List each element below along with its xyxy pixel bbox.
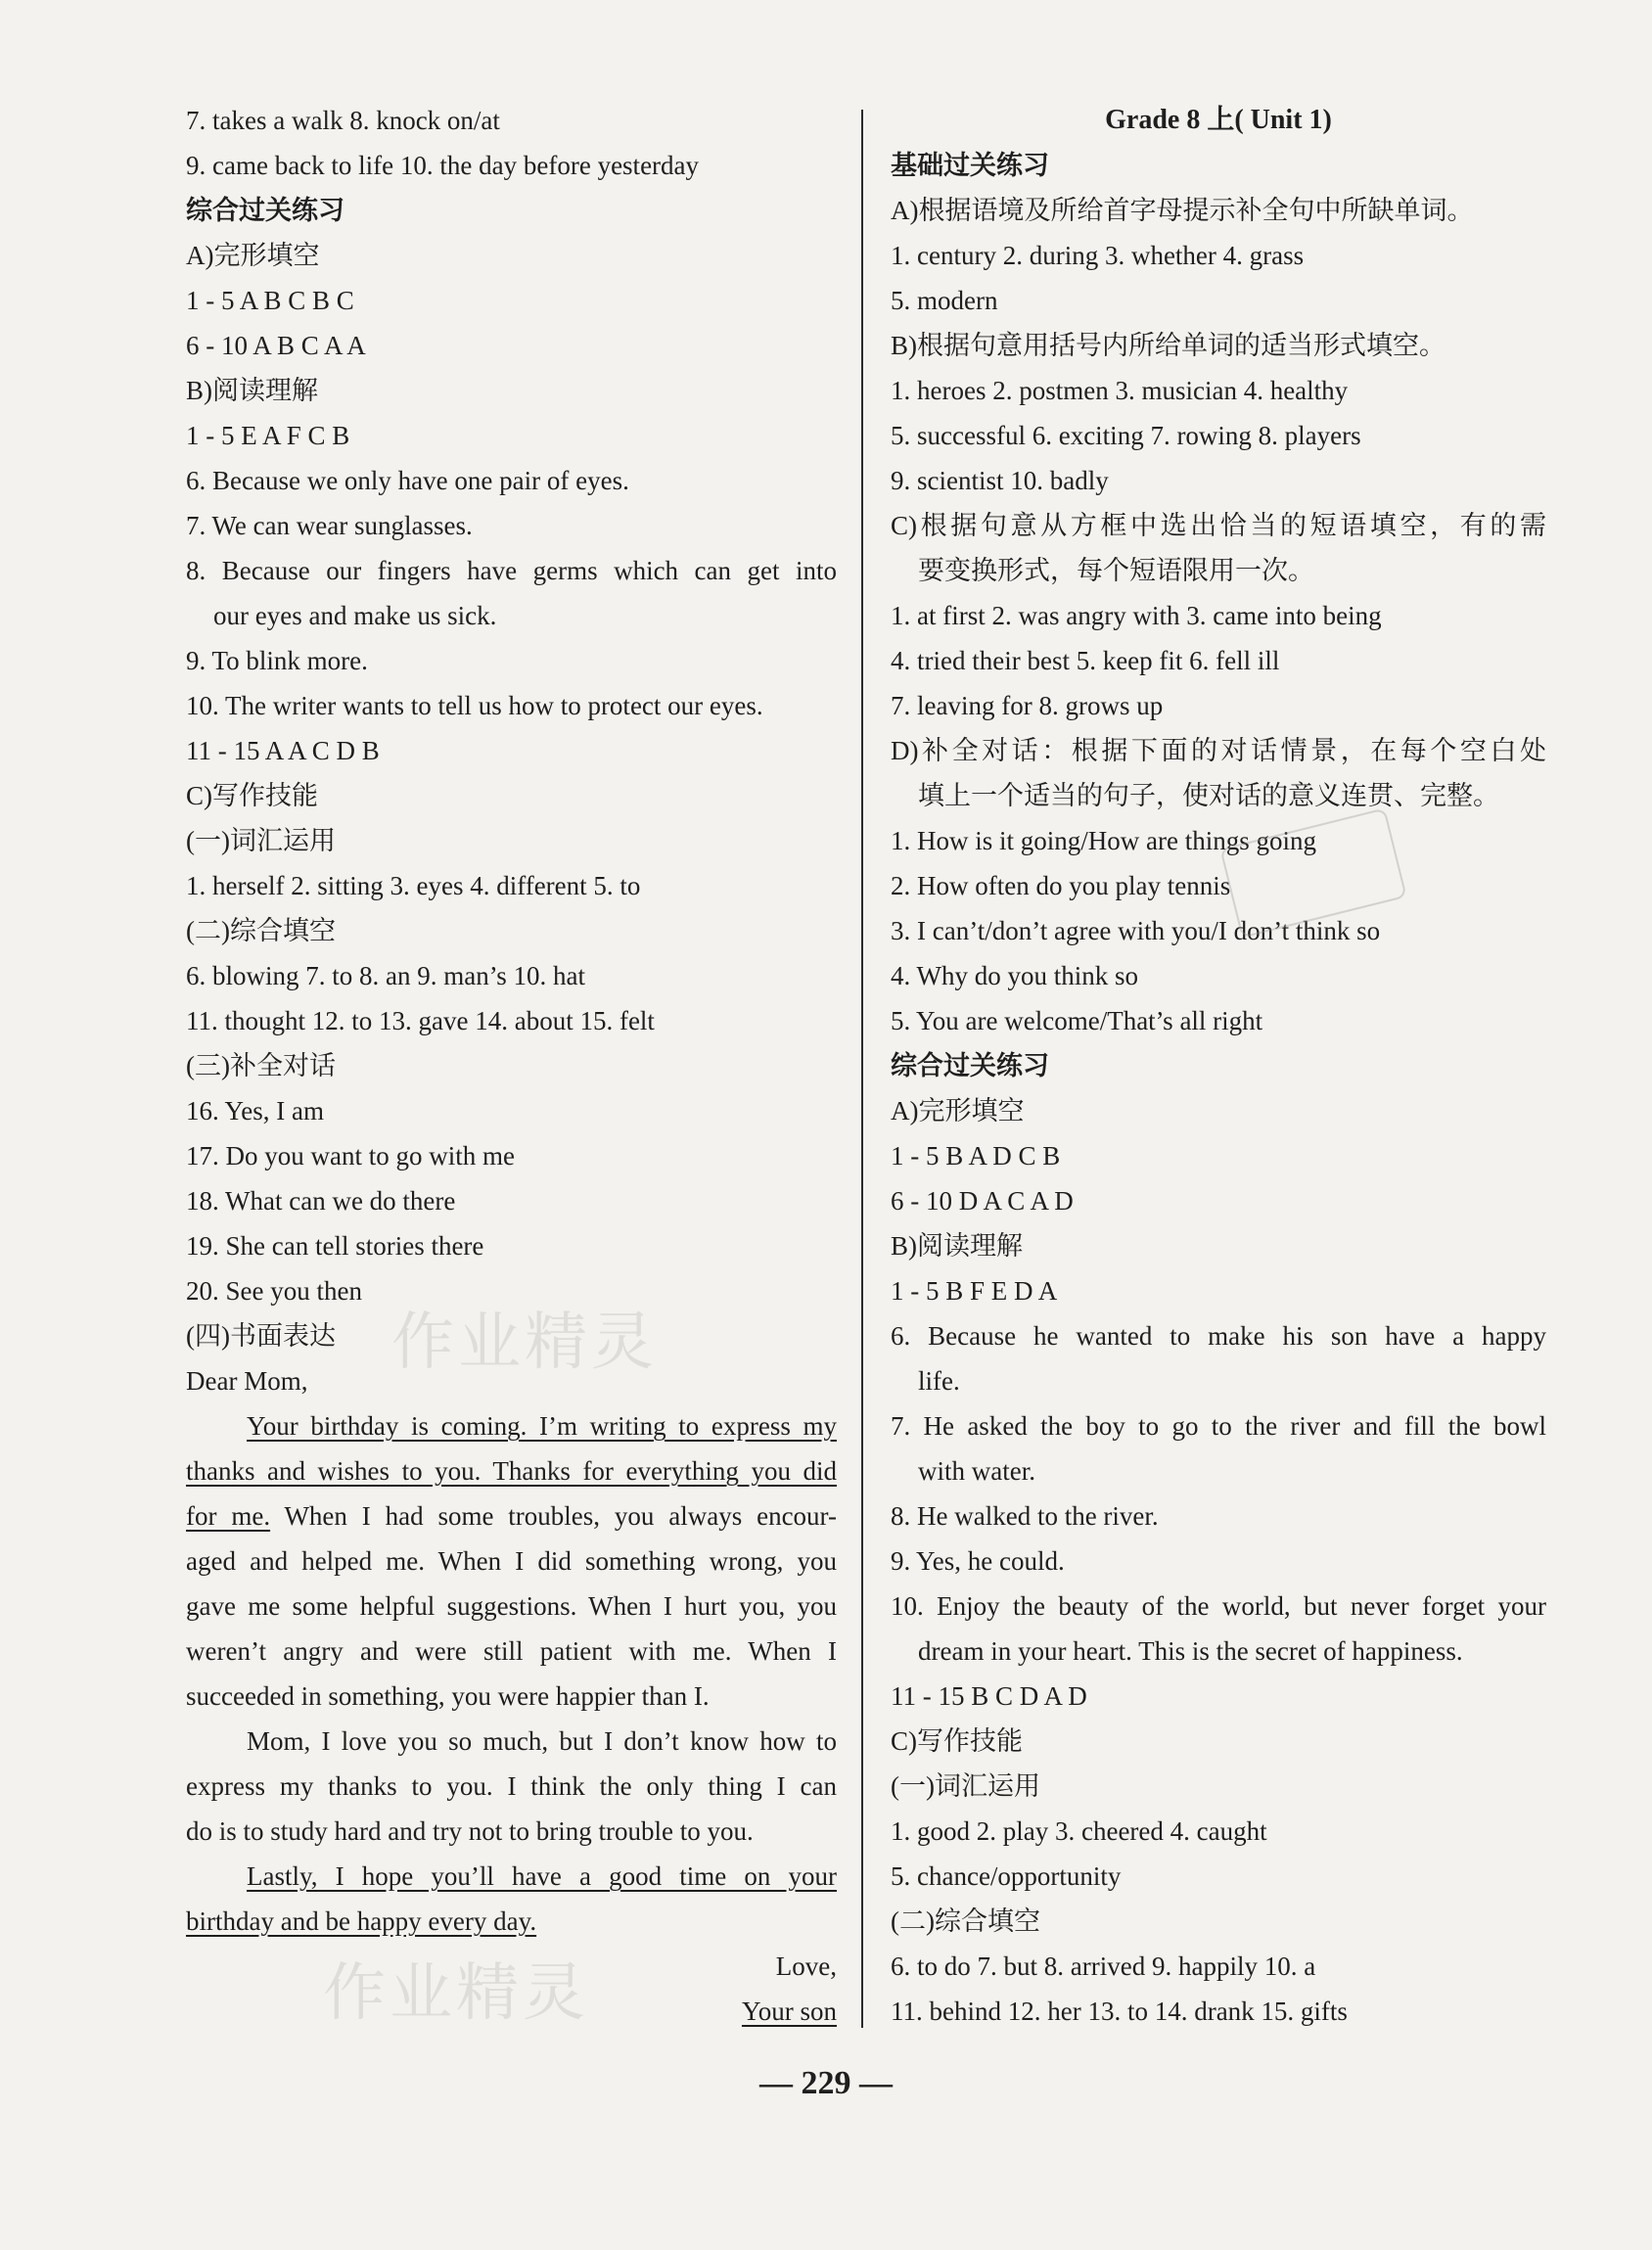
letter-p1-line-2 (186, 1448, 837, 1493)
right-column (891, 98, 1546, 2034)
right-line-35: 11 - 15 B C D A D (891, 1681, 1087, 1711)
right-answer-lines (891, 143, 1546, 2034)
line-text: express my thanks to you. I think the only thing I can (186, 1771, 837, 1801)
right-line-4: 5. modern (891, 286, 998, 315)
right-line-18: 3. I can’t/don’t agree with you/I don’t think so (891, 916, 1381, 945)
right-line-8: 9. scientist 10. badly (891, 466, 1109, 495)
right-line-23: 1 - 5 B A D C B (891, 1141, 1061, 1171)
unit-title: Grade 8 上( Unit 1) (1105, 105, 1332, 135)
right-line-37: (一)词汇运用 (891, 1771, 1040, 1801)
left-line-27: 20. See you then (186, 1276, 362, 1306)
right-line-39: 5. chance/opportunity (891, 1861, 1122, 1891)
right-line-12: 4. tried their best 5. keep fit 6. fell ill (891, 646, 1280, 675)
right-line-27: 6. Because he wanted to make his son have a happy (891, 1321, 1546, 1351)
underlined-text: Lastly, I hope you’ll have a good time on your (247, 1861, 837, 1891)
letter-paragraph-1 (186, 1403, 837, 1719)
page-number: — 229 — (759, 2065, 893, 2101)
right-line-36: C)写作技能 (891, 1726, 1023, 1756)
right-line-15: 填上一个适当的句子，使对话的意义连贯、完整。 (918, 781, 1499, 810)
line-text: succeeded in something, you were happier than I. (186, 1681, 710, 1711)
right-line-28: life. (918, 1366, 960, 1396)
letter-p2-line-1 (186, 1719, 837, 1764)
left-line-15: 11 - 15 A A C D B (186, 736, 380, 765)
left-line-21: 11. thought 12. to 13. gave 14. about 15. felt (186, 1006, 655, 1035)
left-line-12: our eyes and make us sick. (213, 601, 497, 630)
left-line-8: 1 - 5 E A F C B (186, 421, 350, 450)
right-line-7: 5. successful 6. exciting 7. rowing 8. players (891, 421, 1361, 450)
left-line-6: 6 - 10 A B C A A (186, 331, 366, 360)
letter-p3-line-2 (186, 1899, 837, 1944)
letter-paragraph-3 (186, 1854, 837, 1944)
watermark-bottom: 作业精灵 (323, 1957, 589, 2030)
letter-p1-line-4 (186, 1538, 837, 1584)
left-line-10: 7. We can wear sunglasses. (186, 511, 473, 540)
right-line-22: A)完形填空 (891, 1096, 1025, 1125)
underlined-text: birthday and be happy every day. (186, 1906, 537, 1936)
right-line-38: 1. good 2. play 3. cheered 4. caught (891, 1816, 1267, 1846)
left-line-11: 8. Because our fingers have germs which can get into (186, 556, 837, 585)
left-column (186, 98, 837, 2034)
right-line-33: 10. Enjoy the beauty of the world, but never forget your (891, 1591, 1546, 1621)
right-line-5: B)根据句意用括号内所给单词的适当形式填空。 (891, 331, 1446, 360)
right-line-31: 8. He walked to the river. (891, 1501, 1159, 1531)
letter-p1-line-7 (186, 1674, 837, 1719)
left-line-2: 9. came back to life 10. the day before yesterday (186, 151, 700, 180)
line-text: weren’t angry and were still patient with me. When I (186, 1636, 837, 1666)
right-line-2: A)根据语境及所给首字母提示补全句中所缺单词。 (891, 196, 1474, 225)
left-line-18: 1. herself 2. sitting 3. eyes 4. different 5. to (186, 871, 641, 900)
left-line-22: (三)补全对话 (186, 1051, 336, 1080)
left-line-25: 18. What can we do there (186, 1186, 456, 1216)
right-line-40: (二)综合填空 (891, 1906, 1040, 1936)
left-line-13: 9. To blink more. (186, 646, 368, 675)
letter-p2-line-3 (186, 1809, 837, 1854)
right-line-6: 1. heroes 2. postmen 3. musician 4. healthy (891, 376, 1349, 405)
letter-p1-line-6 (186, 1629, 837, 1674)
left-line-20: 6. blowing 7. to 8. an 9. man’s 10. hat (186, 961, 585, 990)
left-line-16: C)写作技能 (186, 781, 318, 810)
left-line-23: 16. Yes, I am (186, 1096, 325, 1125)
letter-p1-line-5 (186, 1584, 837, 1629)
left-line-1: 7. takes a walk 8. knock on/at (186, 106, 500, 135)
letter-p1-line-1 (186, 1403, 837, 1448)
right-line-20: 5. You are welcome/That’s all right (891, 1006, 1263, 1035)
left-line-26: 19. She can tell stories there (186, 1231, 484, 1261)
line-text: aged and helped me. When I did something wrong, you (186, 1546, 837, 1576)
right-line-11: 1. at first 2. was angry with 3. came into being (891, 601, 1382, 630)
line-text: Mom, I love you so much, but I don’t know how to (247, 1726, 837, 1756)
right-line-17: 2. How often do you play tennis (891, 871, 1231, 900)
right-line-19: 4. Why do you think so (891, 961, 1139, 990)
line-text: When I had some troubles, you always encour- (270, 1501, 837, 1531)
right-line-42: 11. behind 12. her 13. to 14. drank 15. gifts (891, 1997, 1348, 2026)
underlined-text: Your birthday is coming. I’m writing to express my (247, 1411, 837, 1441)
letter-p2-line-2 (186, 1764, 837, 1809)
right-line-30: with water. (918, 1456, 1035, 1486)
column-divider (861, 110, 863, 2028)
letter-p3-line-1 (186, 1854, 837, 1899)
left-line-7: B)阅读理解 (186, 376, 318, 405)
line-text: do is to study hard and try not to bring trouble to you. (186, 1816, 754, 1846)
letter (186, 1358, 837, 2034)
right-line-25: B)阅读理解 (891, 1231, 1023, 1261)
right-line-9: C)根据句意从方框中选出恰当的短语填空，有的需 (891, 511, 1546, 540)
right-line-1: 基础过关练习 (891, 151, 1049, 180)
letter-signature: Your son (741, 1997, 837, 2026)
line-text: gave me some helpful suggestions. When I hurt you, you (186, 1591, 837, 1621)
left-line-5: 1 - 5 A B C B C (186, 286, 354, 315)
right-line-26: 1 - 5 B F E D A (891, 1276, 1058, 1306)
right-line-10: 要变换形式，每个短语限用一次。 (918, 556, 1314, 585)
left-line-19: (二)综合填空 (186, 916, 336, 945)
letter-p1-line-3 (186, 1493, 837, 1538)
right-line-34: dream in your heart. This is the secret of happiness. (918, 1636, 1463, 1666)
left-answer-lines (186, 98, 837, 1358)
right-line-13: 7. leaving for 8. grows up (891, 691, 1164, 720)
letter-greeting: Dear Mom, (186, 1366, 308, 1396)
right-line-24: 6 - 10 D A C A D (891, 1186, 1074, 1216)
letter-closing: Love, (775, 1952, 837, 1981)
right-line-16: 1. How is it going/How are things going (891, 826, 1316, 855)
right-line-3: 1. century 2. during 3. whether 4. grass (891, 241, 1305, 270)
left-line-28: (四)书面表达 (186, 1321, 336, 1351)
watermark-top: 作业精灵 (391, 1307, 658, 1379)
letter-paragraph-2 (186, 1719, 837, 1854)
left-line-14: 10. The writer wants to tell us how to protect our eyes. (186, 691, 763, 720)
right-line-32: 9. Yes, he could. (891, 1546, 1065, 1576)
left-line-24: 17. Do you want to go with me (186, 1141, 515, 1171)
left-line-17: (一)词汇运用 (186, 826, 336, 855)
underlined-text: thanks and wishes to you. Thanks for everything you did (186, 1456, 837, 1486)
left-line-4: A)完形填空 (186, 241, 320, 270)
underlined-text: for me. (186, 1501, 271, 1531)
right-line-41: 6. to do 7. but 8. arrived 9. happily 10. a (891, 1952, 1316, 1981)
right-line-21: 综合过关练习 (891, 1051, 1049, 1080)
right-line-14: D)补全对话：根据下面的对话情景，在每个空白处 (891, 736, 1546, 765)
right-line-29: 7. He asked the boy to go to the river and fill the bowl (891, 1411, 1546, 1441)
left-line-9: 6. Because we only have one pair of eyes. (186, 466, 629, 495)
left-line-3: 综合过关练习 (186, 196, 344, 225)
